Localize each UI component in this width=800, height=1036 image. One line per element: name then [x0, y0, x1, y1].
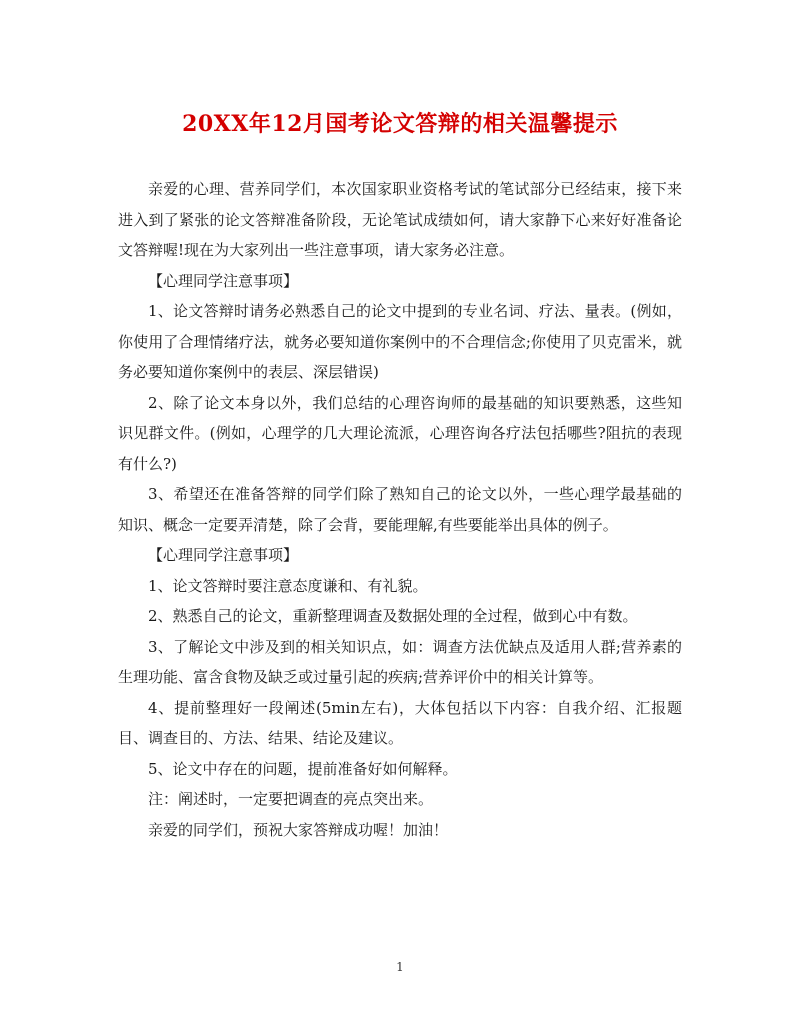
- section-heading-second: 【心理同学注意事项】: [148, 546, 299, 564]
- paragraph-item: 2、除了论文本身以外，我们总结的心理咨询师的最基础的知识要熟悉，这些知识见群文件。(例如，心理学的几大理论流派，心理咨询各疗法包括哪些?阻抗的表现有什么?): [118, 393, 682, 473]
- paragraph-item: 2、熟悉自己的论文，重新整理调查及数据处理的全过程，做到心中有数。: [148, 607, 638, 625]
- paragraph-item: 3、希望还在准备答辩的同学们除了熟知自己的论文以外，一些心理学最基础的知识、概念一定要弄清楚，除了会背，要能理解,有些要能举出具体的例子。: [118, 485, 682, 534]
- document-title: 20XX年12月国考论文答辩的相关温馨提示: [182, 111, 618, 137]
- page-number: 1: [396, 960, 404, 974]
- paragraph-closing: 亲爱的同学们，预祝大家答辩成功喔！加油！: [148, 820, 449, 839]
- paragraph-note: 注：阐述时，一定要把调查的亮点突出来。: [148, 790, 434, 808]
- paragraph-item: 4、提前整理好一段阐述(5min左右)，大体包括以下内容：自我介绍、汇报题目、调查目的、方法、结果、结论及建议。: [118, 698, 682, 747]
- paragraph-intro: 亲爱的心理、营养同学们，本次国家职业资格考试的笔试部分已经结束，接下来进入到了紧张的论文答辩准备阶段，无论笔试成绩如何，请大家静下心来好好准备论文答辩喔!现在为大家列出一些注意事项，请大家务必注意。: [118, 180, 682, 259]
- section-heading-psychology: 【心理同学注意事项】: [148, 271, 299, 290]
- paragraph-item: 1、论文答辩时要注意态度谦和、有礼貌。: [148, 576, 428, 595]
- paragraph-item: 5、论文中存在的问题，提前准备好如何解释。: [148, 759, 458, 778]
- paragraph-item: 1、论文答辩时请务必熟悉自己的论文中提到的专业名词、疗法、量表。(例如，你使用了合理情绪疗法，就务必要知道你案例中的不合理信念;你使用了贝克雷米，就务必要知道你案例中的表层、深层错误): [118, 302, 682, 381]
- paragraph-item: 3、了解论文中涉及到的相关知识点，如：调查方法优缺点及适用人群;营养素的生理功能、富含食物及缺乏或过量引起的疾病;营养评价中的相关计算等。: [118, 637, 682, 686]
- document-body: [118, 174, 682, 845]
